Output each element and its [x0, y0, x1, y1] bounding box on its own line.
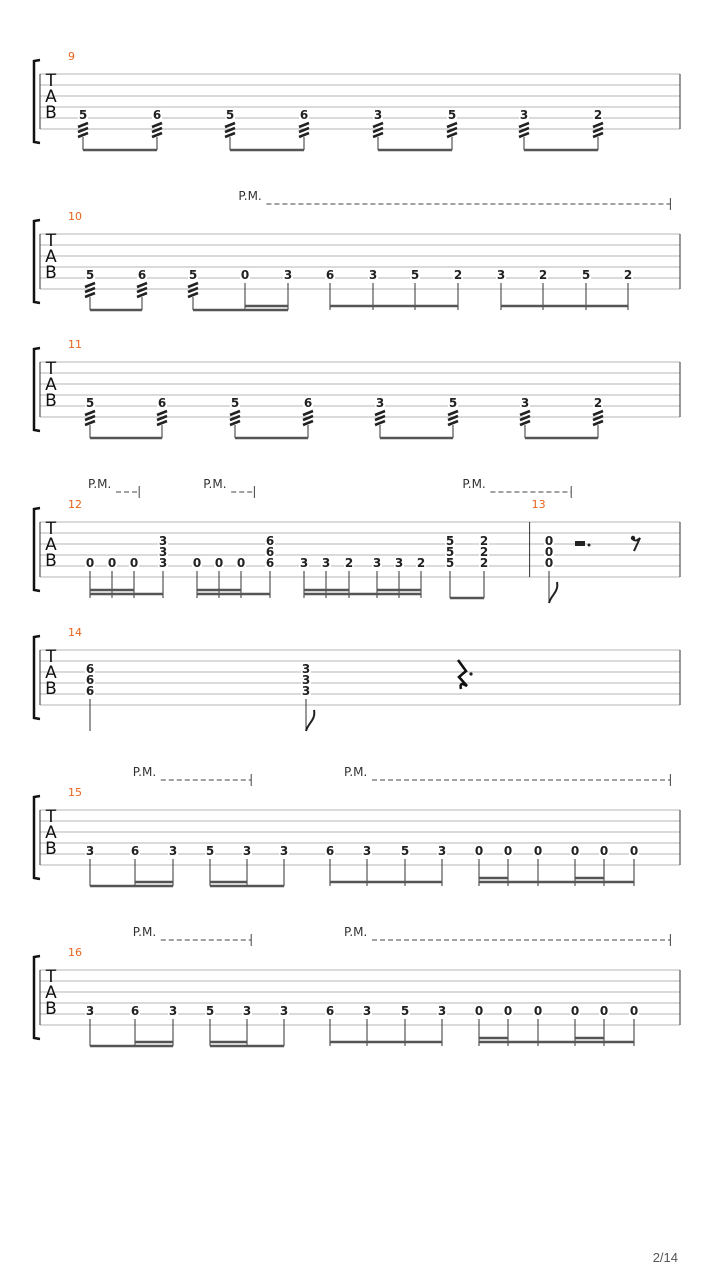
- staff-system-sys-9: [34, 60, 680, 150]
- tremolo-slash: [152, 123, 162, 127]
- tremolo-slash: [230, 411, 240, 415]
- fret-number: 0: [533, 844, 543, 858]
- fret-number: 3: [283, 268, 293, 282]
- tremolo-slash: [303, 421, 313, 425]
- fret-number: 5: [445, 545, 455, 559]
- eighth-rest-head: [631, 536, 635, 540]
- tremolo-slash: [78, 123, 88, 127]
- palm-mute-label: P.M.: [132, 765, 157, 779]
- fret-number: 3: [519, 108, 529, 122]
- fret-number: 5: [205, 844, 215, 858]
- fret-number: 0: [240, 268, 250, 282]
- fret-number: 2: [593, 108, 603, 122]
- tab-clef-letter: B: [45, 263, 57, 283]
- fret-number: 0: [570, 844, 580, 858]
- fret-number: 3: [372, 556, 382, 570]
- fret-number: 0: [599, 844, 609, 858]
- staff-bracket: [34, 348, 40, 431]
- fret-number: 5: [78, 108, 88, 122]
- fret-number: 6: [299, 108, 309, 122]
- fret-number: 6: [157, 396, 167, 410]
- tremolo-slash: [85, 411, 95, 415]
- staff-bracket: [34, 220, 40, 303]
- tab-clef-letter: T: [45, 231, 57, 251]
- tab-clef-letter: A: [45, 823, 57, 843]
- tremolo-slash: [519, 133, 529, 137]
- tremolo-slash: [520, 411, 530, 415]
- staff-system-sys-15: [34, 774, 680, 886]
- tremolo-slash: [157, 411, 167, 415]
- tab-clef-letter: T: [45, 519, 57, 539]
- palm-mute-label: P.M.: [203, 477, 227, 491]
- fret-number: 3: [362, 844, 372, 858]
- measure-number: 14: [68, 626, 82, 639]
- tremolo-slash: [299, 123, 309, 127]
- tremolo-slash: [593, 133, 603, 137]
- fret-number: 3: [496, 268, 506, 282]
- fret-number: 6: [130, 1004, 140, 1018]
- tremolo-slash: [85, 293, 95, 297]
- tremolo-slash: [520, 421, 530, 425]
- tab-clef-letter: T: [45, 967, 57, 987]
- tremolo-slash: [303, 411, 313, 415]
- tremolo-slash: [152, 133, 162, 137]
- palm-mute-label: P.M.: [462, 477, 486, 491]
- fret-number: 6: [325, 268, 335, 282]
- staff-system-sys-12: [34, 486, 680, 603]
- fret-number: 3: [158, 534, 168, 548]
- fret-number: 0: [503, 1004, 513, 1018]
- fret-number: 0: [192, 556, 202, 570]
- fret-number: 2: [538, 268, 548, 282]
- fret-number: 0: [236, 556, 246, 570]
- tremolo-slash: [593, 421, 603, 425]
- measure-number: 11: [68, 338, 82, 351]
- page-number: 2/14: [652, 1250, 678, 1265]
- fret-number: 0: [544, 534, 554, 548]
- fret-number: 5: [445, 556, 455, 570]
- half-rest: [575, 541, 585, 546]
- fret-number: 3: [168, 844, 178, 858]
- fret-number: 5: [205, 1004, 215, 1018]
- fret-number: 2: [623, 268, 633, 282]
- fret-number: 3: [437, 1004, 447, 1018]
- fret-number: 3: [242, 844, 252, 858]
- tab-clef-letter: A: [45, 535, 57, 555]
- fret-number: 3: [368, 268, 378, 282]
- tremolo-slash: [373, 123, 383, 127]
- fret-number: 0: [107, 556, 117, 570]
- fret-number: 2: [479, 545, 489, 559]
- tremolo-slash: [78, 133, 88, 137]
- fret-number: 0: [629, 1004, 639, 1018]
- tab-clef-letter: T: [45, 359, 57, 379]
- fret-number: 3: [394, 556, 404, 570]
- palm-mute-label: P.M.: [344, 765, 368, 779]
- fret-number: 0: [570, 1004, 580, 1018]
- palm-mute-label: P.M.: [132, 925, 157, 939]
- fret-number: 3: [158, 556, 168, 570]
- measure-number: 15: [68, 786, 82, 799]
- measure-number: 9: [68, 50, 75, 63]
- fret-number: 6: [265, 545, 275, 559]
- fret-number: 3: [85, 1004, 95, 1018]
- tab-clef-letter: A: [45, 247, 57, 267]
- tab-clef-letter: B: [45, 679, 57, 699]
- tab-clef-letter: T: [45, 647, 57, 667]
- fret-number: 3: [158, 545, 168, 559]
- fret-number: 6: [325, 1004, 335, 1018]
- fret-number: 3: [279, 1004, 289, 1018]
- fret-number: 3: [299, 556, 309, 570]
- fret-number: 0: [85, 556, 95, 570]
- fret-number: 0: [129, 556, 139, 570]
- tab-clef-letter: A: [45, 663, 57, 683]
- fret-number: 0: [214, 556, 224, 570]
- fret-number: 0: [544, 545, 554, 559]
- eighth-flag: [549, 582, 557, 603]
- measure-number: 12: [68, 498, 82, 511]
- tremolo-slash: [448, 411, 458, 415]
- tremolo-slash: [85, 283, 95, 287]
- fret-number: 0: [533, 1004, 543, 1018]
- fret-number: 2: [593, 396, 603, 410]
- tab-clef-letter: T: [45, 807, 57, 827]
- fret-number: 3: [242, 1004, 252, 1018]
- fret-number: 5: [448, 396, 458, 410]
- tab-clef-letter: B: [45, 391, 57, 411]
- fret-number: 0: [544, 556, 554, 570]
- fret-number: 3: [85, 844, 95, 858]
- tremolo-slash: [593, 411, 603, 415]
- fret-number: 6: [303, 396, 313, 410]
- fret-number: 2: [479, 534, 489, 548]
- fret-number: 5: [188, 268, 198, 282]
- rest-dot: [588, 544, 591, 547]
- tab-clef-letter: A: [45, 87, 57, 107]
- fret-number: 5: [400, 844, 410, 858]
- fret-number: 5: [85, 268, 95, 282]
- fret-number: 6: [130, 844, 140, 858]
- fret-number: 6: [85, 684, 95, 698]
- palm-mute-label: P.M.: [238, 189, 262, 203]
- fret-number: 0: [599, 1004, 609, 1018]
- fret-number: 3: [301, 684, 311, 698]
- fret-number: 6: [265, 534, 275, 548]
- tremolo-slash: [188, 283, 198, 287]
- tab-clef-letter: B: [45, 839, 57, 859]
- fret-number: 0: [629, 844, 639, 858]
- fret-number: 5: [85, 396, 95, 410]
- fret-number: 3: [437, 844, 447, 858]
- staff-bracket: [34, 796, 40, 879]
- tremolo-slash: [225, 123, 235, 127]
- tremolo-slash: [137, 283, 147, 287]
- staff-system-sys-10: [34, 198, 680, 310]
- tremolo-slash: [373, 133, 383, 137]
- tremolo-slash: [447, 133, 457, 137]
- staff-system-sys-11: [34, 348, 680, 438]
- tremolo-slash: [448, 421, 458, 425]
- fret-number: 6: [85, 662, 95, 676]
- eighth-flag: [306, 710, 314, 731]
- tremolo-slash: [299, 133, 309, 137]
- fret-number: 5: [447, 108, 457, 122]
- fret-number: 5: [445, 534, 455, 548]
- palm-mute-label: P.M.: [88, 477, 112, 491]
- tab-clef-letter: B: [45, 999, 57, 1019]
- fret-number: 3: [375, 396, 385, 410]
- tremolo-slash: [85, 421, 95, 425]
- staff-bracket: [34, 508, 40, 591]
- tremolo-slash: [230, 421, 240, 425]
- staff-system-sys-14: [34, 636, 680, 731]
- fret-number: 5: [225, 108, 235, 122]
- fret-number: 3: [279, 844, 289, 858]
- fret-number: 2: [453, 268, 463, 282]
- rest-dot: [469, 672, 472, 675]
- fret-number: 0: [474, 1004, 484, 1018]
- tab-clef-letter: B: [45, 103, 57, 123]
- fret-number: 0: [503, 844, 513, 858]
- fret-number: 5: [410, 268, 420, 282]
- fret-number: 3: [301, 673, 311, 687]
- tremolo-slash: [157, 421, 167, 425]
- fret-number: 3: [321, 556, 331, 570]
- tremolo-slash: [188, 293, 198, 297]
- fret-number: 0: [474, 844, 484, 858]
- tremolo-slash: [375, 411, 385, 415]
- staff-bracket: [34, 636, 40, 719]
- tab-clef-letter: A: [45, 983, 57, 1003]
- fret-number: 6: [137, 268, 147, 282]
- tremolo-slash: [375, 421, 385, 425]
- fret-number: 6: [85, 673, 95, 687]
- fret-number: 3: [520, 396, 530, 410]
- tremolo-slash: [225, 133, 235, 137]
- tab-clef-letter: T: [45, 71, 57, 91]
- fret-number: 2: [344, 556, 354, 570]
- fret-number: 3: [373, 108, 383, 122]
- fret-number: 3: [168, 1004, 178, 1018]
- fret-number: 6: [265, 556, 275, 570]
- tremolo-slash: [137, 293, 147, 297]
- staff-bracket: [34, 956, 40, 1039]
- fret-number: 6: [325, 844, 335, 858]
- fret-number: 6: [152, 108, 162, 122]
- fret-number: 2: [416, 556, 426, 570]
- staff-bracket: [34, 60, 40, 143]
- fret-number: 5: [230, 396, 240, 410]
- staff-system-sys-16: [34, 934, 680, 1046]
- tab-clef-letter: B: [45, 551, 57, 571]
- tab-clef-letter: A: [45, 375, 57, 395]
- quarter-rest: [458, 660, 467, 689]
- fret-number: 5: [400, 1004, 410, 1018]
- tremolo-slash: [447, 123, 457, 127]
- measure-number: 13: [531, 498, 546, 511]
- measure-number: 16: [68, 946, 82, 959]
- tremolo-slash: [519, 123, 529, 127]
- tremolo-slash: [593, 123, 603, 127]
- fret-number: 3: [301, 662, 311, 676]
- fret-number: 3: [362, 1004, 372, 1018]
- fret-number: 5: [581, 268, 591, 282]
- fret-number: 2: [479, 556, 489, 570]
- palm-mute-label: P.M.: [344, 925, 368, 939]
- measure-number: 10: [68, 210, 82, 223]
